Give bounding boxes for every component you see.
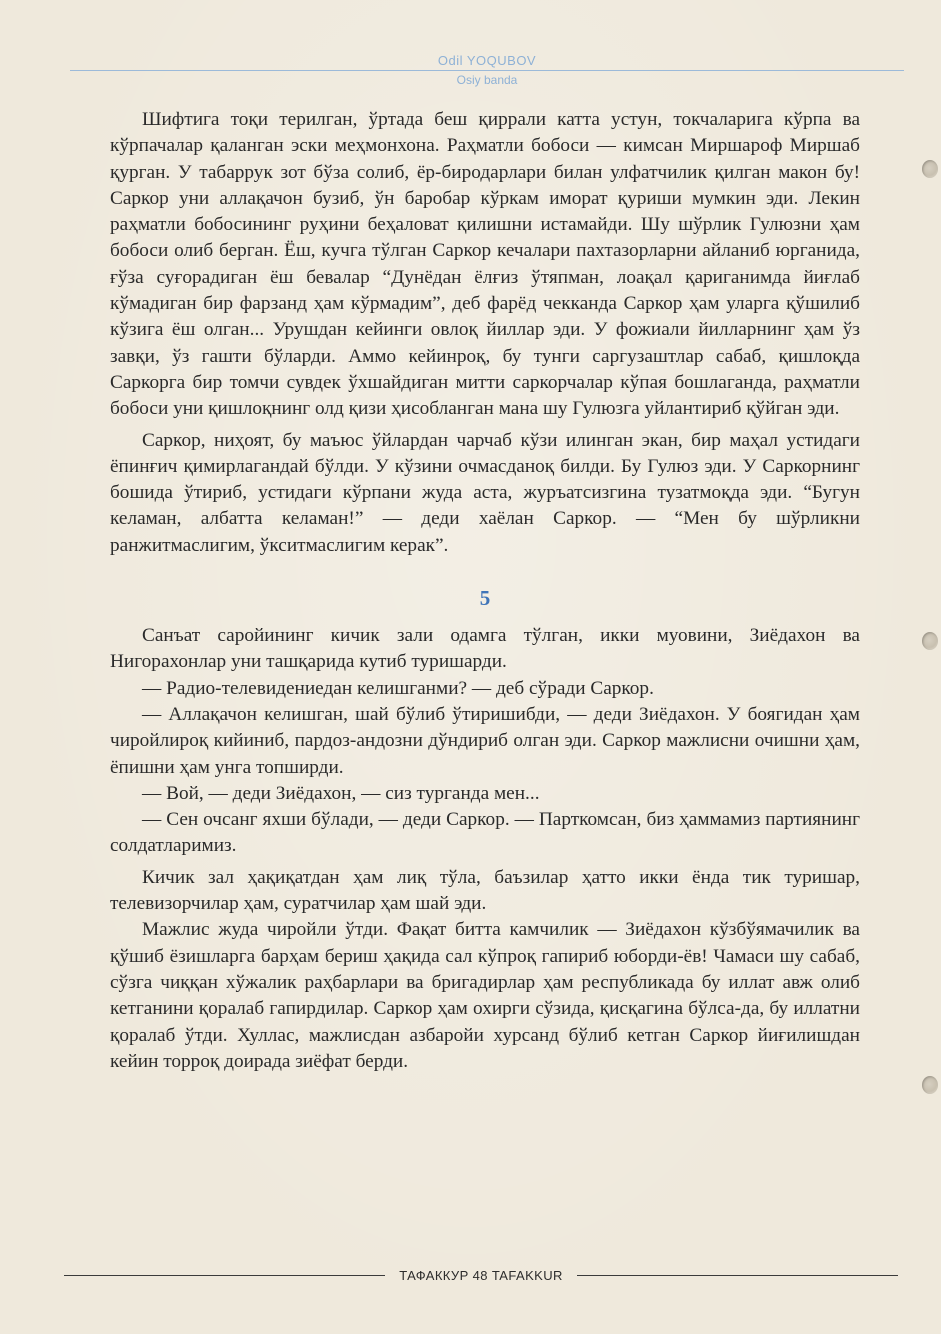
chapter-number: 5: [479, 586, 491, 611]
page-footer: [64, 1268, 898, 1283]
header-book-title: Osiy banda: [456, 73, 518, 87]
dialogue-line: — Радио-телевидениедан келишганми? — деб сўради Саркор.: [142, 677, 654, 699]
header-author: Odil YOQUBOV: [437, 53, 537, 68]
footer-page-label: ТАФАККУР 48 TAFAKKUR: [399, 1268, 563, 1283]
binding-hole: [922, 632, 938, 650]
paragraph: Мажлис жуда чиройли ўтди. Фақат битта камчилик — Зиёдахон кўзбўямачилик ва қўшиб ёзишларга барҳам бериш ҳақида сал кўпроқ гапириб юборди-ёв! Чамаси шу сабаб, сўзга чиққан хўжалик раҳбарлари ва бригадирлар ҳам республикада бу иллат авж олиб кетганини қоралаб гапирдилар. Саркор ҳам охирги сўзида, қисқагина бўлса-да, бу иллатни қоралаб ўтди. Хуллас, мажлисдан азбаройи хурсанд бўлиб кетган Саркор йиғилишдан кейин торроқ доирада зиёфат берди.: [110, 919, 860, 1072]
running-header: [70, 52, 904, 88]
paragraph: Санъат саройининг кичик зали одамга тўлган, икки муовини, Зиёдахон ва Нигорахонлар уни ташқарида кутиб туришарди.: [110, 625, 860, 673]
dialogue-line: — Сен очсанг яхши бўлади, — деди Саркор. — Парткомсан, биз ҳаммамиз партиянинг солдатларимиз.: [110, 809, 860, 857]
paragraph: Кичик зал ҳақиқатдан ҳам лиқ тўла, баъзилар ҳатто икки ёнда тик туришар, телевизорчилар ҳам, суратчилар ҳам шай эди.: [110, 866, 860, 915]
binding-hole: [922, 1076, 938, 1094]
paragraph: Шифтига тоқи терилган, ўртада беш қиррали катта устун, токчаларига кўрпа ва кўрпачалар қаланган эски меҳмонхона. Раҳматли бобоси — кимсан Миршароф Миршаб қурган. У табаррук зот бўза солиб, ёр-биродарлари билан улфатчилик қилган макон бу! Саркор уни аллақачон бузиб, ўн баробар кўркам иморат қуриши мумкин эди. Лекин раҳматли бобосининг руҳини беҳаловат қилишни истамайди. Шу шўрлик Гулюзни ҳам бобоси олиб берган. Ёш, кучга тўлган Саркор кечалари пахтазорларни айланиб юрганида, ғўза суғорадиган ёш бевалар “Дунёдан ёлғиз ўтяпман, лоақал қариганимда йиғлаб кўмадиган бир фарзанд ҳам кўрмадим”, деб фарёд чекканда Саркор ҳам уларга қўшилиб кўзига ёш олган... Урушдан кейинги овлоқ йиллар эди. У фожиали йилларнинг ҳам ўз завқи, ўз гашти бўларди. Аммо кейинроқ, бу тунги саргузаштлар сабаб, қишлоқда Саркорга бир томчи сувдек ўхшайдиган митти саркорчалар кўпая бошлаганда, раҳматли бобоси уни қишлоқнинг олд қизи ҳисобланган мана шу Гулюзга уйлантириб қўйган эди.: [110, 109, 860, 420]
paragraph: Саркор, ниҳоят, бу маъюс ўйлардан чарчаб кўзи илинган экан, бир маҳал устидаги ёпинғич қимирлагандай бўлди. У кўзини очмасданоқ билди. Бу Гулюз эди. У Саркорнинг бошида ўтириб, устидаги кўрпани жуда аста, журъатсизгина тузатмоқда эди. “Бугун келаман, албатта келаман!” — деди хаёлан Саркор. — “Мен бу шўрликни ранжитмаслигим, ўкситмаслигим керак”.: [110, 429, 860, 556]
footer-rule-left: [64, 1275, 385, 1276]
dialogue-line: — Аллақачон келишган, шай бўлиб ўтиришибди, — деди Зиёдахон. У боягидан ҳам чиройлироқ кийиниб, пардоз-андозни дўндириб олган эди. Саркор мажлисни очишни ҳам, ёпишни ҳам унга топширди.: [110, 703, 860, 778]
header-rule: [70, 70, 904, 71]
footer-rule-right: [577, 1275, 898, 1276]
binding-hole: [922, 160, 938, 178]
dialogue-line: — Вой, — деди Зиёдахон, — сиз турганда мен...: [142, 782, 540, 804]
body-text: [110, 107, 860, 1075]
